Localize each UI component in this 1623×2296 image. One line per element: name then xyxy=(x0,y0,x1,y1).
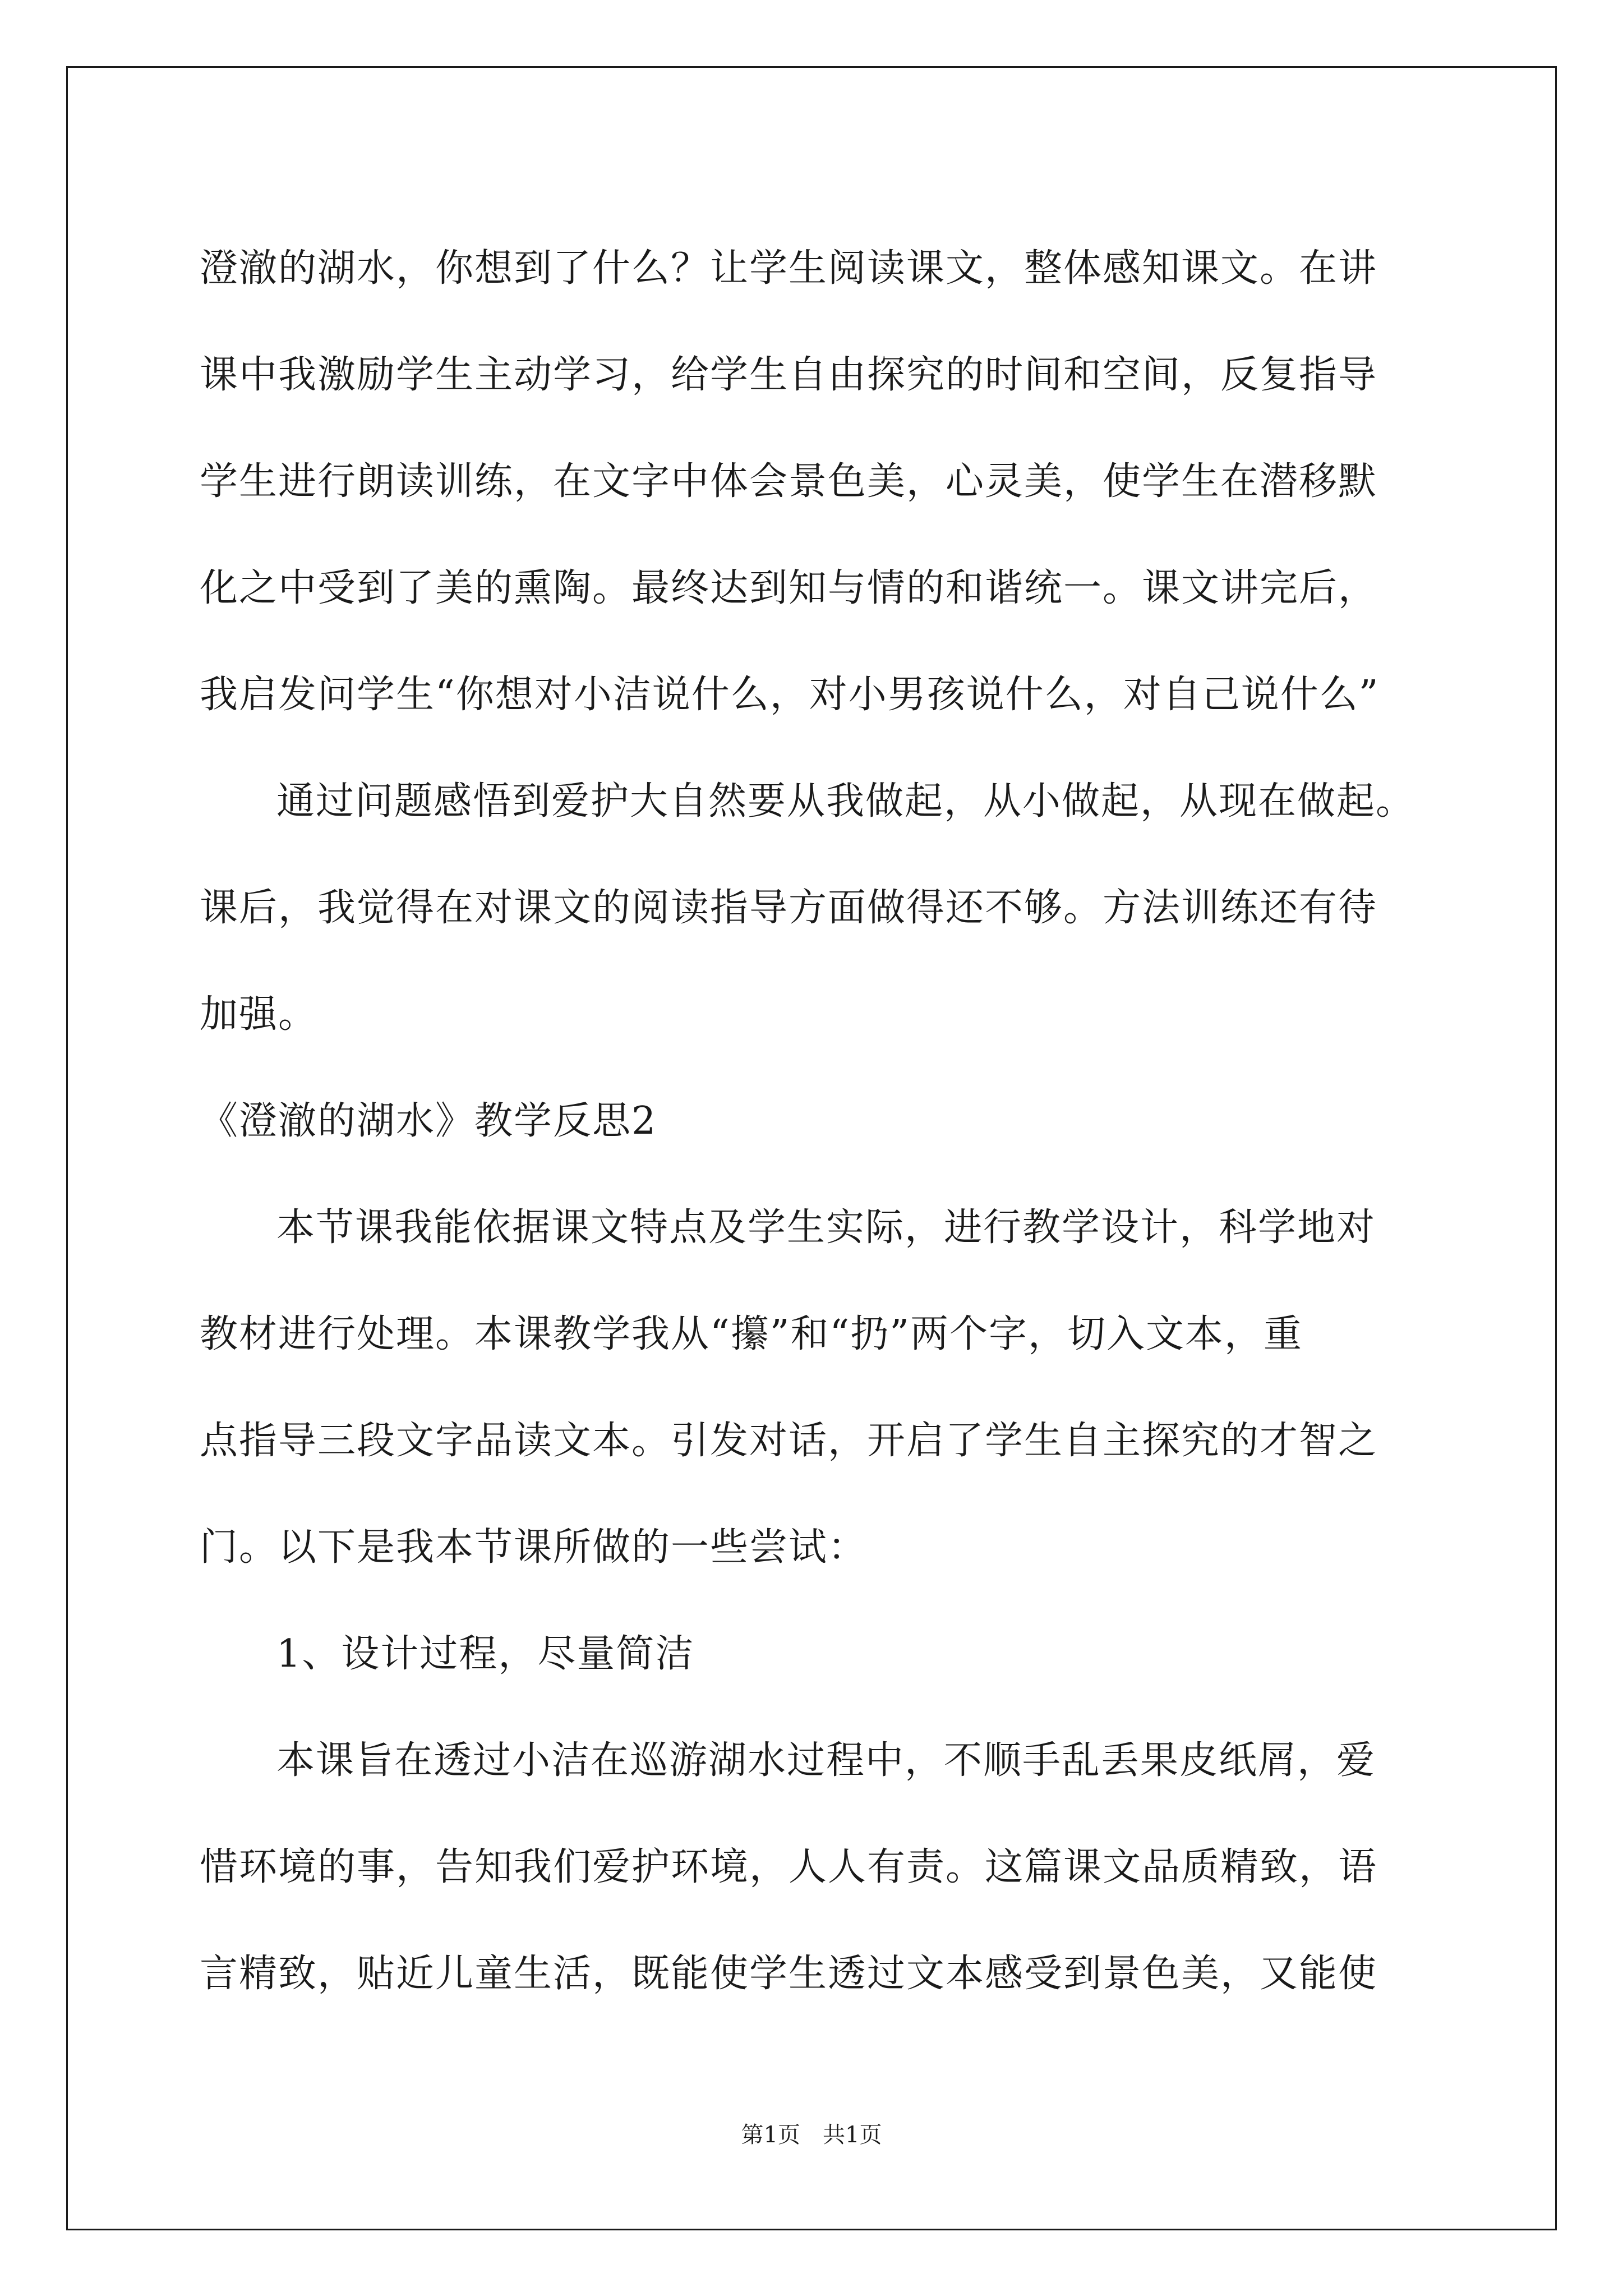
page-number-footer: 第1页 共1页 xyxy=(741,2122,882,2148)
text-line: 课后，我觉得在对课文的阅读指导方面做得还不够。方法训练还有待 xyxy=(200,886,1378,930)
text-line: 本节课我能依据课文特点及学生实际，进行教学设计，科学地对 xyxy=(276,1205,1376,1250)
text-line: 惜环境的事，告知我们爱护环境，人人有责。这篇课文品质精致，语 xyxy=(200,1845,1378,1889)
text-line: 课中我激励学生主动学习，给学生自由探究的时间和空间，反复指导 xyxy=(200,353,1378,397)
text-line: 学生进行朗读训练，在文字中体会景色美，心灵美，使学生在潜移默 xyxy=(200,459,1378,504)
text-line: 澄澈的湖水，你想到了什么？让学生阅读课文，整体感知课文。在讲 xyxy=(200,246,1378,291)
text-line: 通过问题感悟到爱护大自然要从我做起，从小做起，从现在做起。 xyxy=(276,779,1415,823)
text-line: 加强。 xyxy=(200,992,318,1037)
text-line: 教材进行处理。本课教学我从“攥”和“扔”两个字，切入文本，重 xyxy=(200,1312,1303,1356)
text-line: 门。以下是我本节课所做的一些尝试： xyxy=(200,1525,868,1570)
text-line: 言精致，贴近儿童生活，既能使学生透过文本感受到景色美，又能使 xyxy=(200,1952,1378,1996)
list-item-heading: 1、设计过程，尽量简洁 xyxy=(276,1632,695,1676)
text-line: 点指导三段文字品读文本。引发对话，开启了学生自主探究的才智之 xyxy=(200,1419,1378,1463)
document-body xyxy=(200,215,1433,2027)
text-line: 我启发问学生“你想对小洁说什么，对小男孩说什么，对自己说什么” xyxy=(200,673,1380,717)
text-line: 化之中受到了美的熏陶。最终达到知与情的和谐统一。课文讲完后， xyxy=(200,566,1378,610)
text-line: 本课旨在透过小洁在巡游湖水过程中，不顺手乱丢果皮纸屑，爱 xyxy=(276,1738,1376,1783)
section-heading: 《澄澈的湖水》教学反思2 xyxy=(200,1099,657,1143)
